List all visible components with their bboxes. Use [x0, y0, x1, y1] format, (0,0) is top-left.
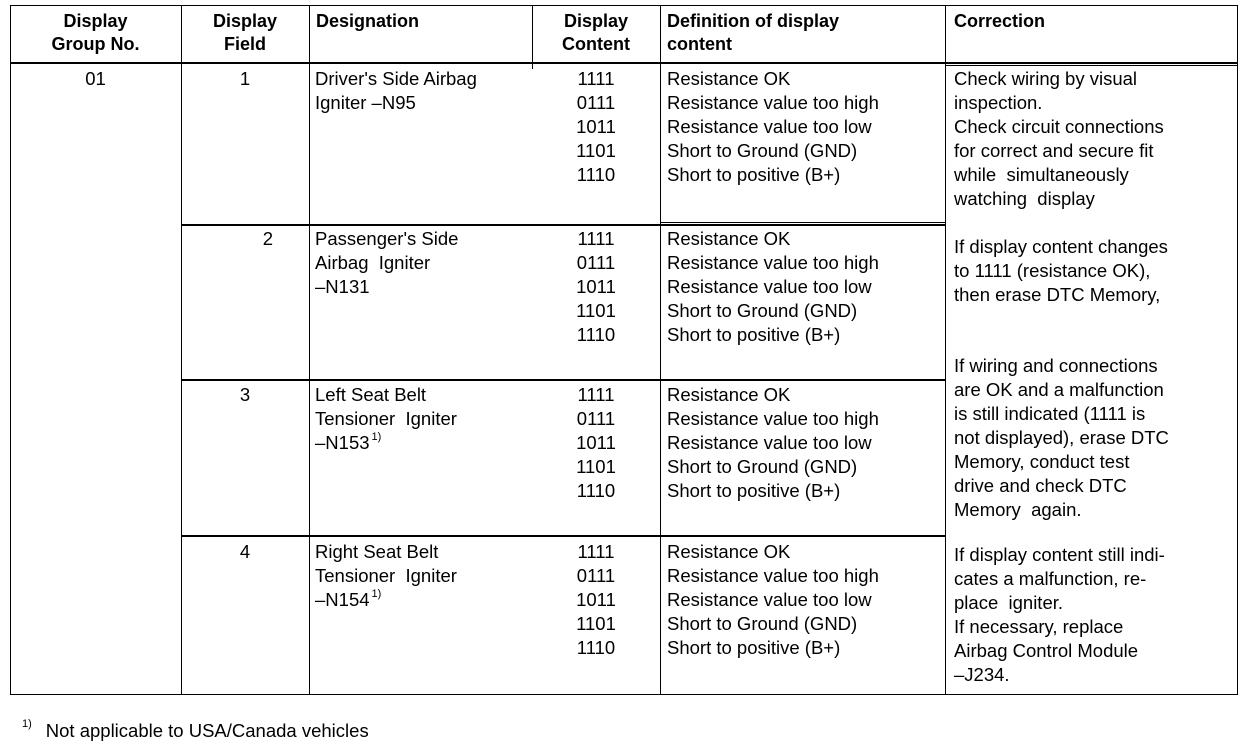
- column-divider: [945, 5, 946, 695]
- display-content-cell: 1111 0111 1011 1101 1110: [576, 228, 616, 345]
- display-content-cell: 1111 0111 1011 1101 1110: [576, 541, 616, 658]
- designation-cell: Passenger's Side Airbag Igniter –N131: [315, 228, 459, 297]
- footnote-text: Not applicable to USA/Canada vehicles: [45, 720, 369, 741]
- correction-paragraph: If wiring and connections are OK and a malfunction is still indicated (1111 is not displayed), erase DTC Memory, conduct test drive and check DTC Memory again.: [954, 355, 1169, 520]
- row-divider: [181, 224, 945, 226]
- display-field-number: 4: [239, 541, 251, 562]
- display-field-number: 1: [239, 68, 251, 89]
- display-field-number: 3: [239, 384, 251, 405]
- header-divider: [10, 62, 1238, 64]
- header-divider: [945, 65, 1238, 66]
- header-display-content: Display Content: [562, 11, 630, 54]
- header-designation: Designation: [316, 11, 420, 31]
- footnote-mark: 1): [22, 718, 32, 730]
- correction-paragraph: If display content changes to 1111 (resistance OK), then erase DTC Memory,: [954, 236, 1168, 305]
- definition-cell: Resistance OK Resistance value too high Resistance value too low Short to Ground (GND) Short to positive (B+): [667, 541, 879, 658]
- designation-cell: Driver's Side Airbag Igniter –N95: [315, 68, 477, 113]
- header-group-no: Display Group No.: [51, 11, 140, 54]
- column-divider: [181, 5, 182, 695]
- correction-paragraph: Check wiring by visual inspection. Check circuit connections for correct and secure fit while simultaneously watching display: [954, 68, 1164, 209]
- footnote-mark: 1): [371, 588, 382, 600]
- row-divider: [181, 535, 945, 537]
- display-content-cell: 1111 0111 1011 1101 1110: [576, 384, 616, 501]
- designation-cell: Left Seat Belt Tensioner Igniter –N153 $^{1)}$: [315, 384, 457, 453]
- footnote: [22, 712, 369, 743]
- header-definition: Definition of display content: [667, 11, 840, 54]
- definition-cell: Resistance OK Resistance value too high Resistance value too low Short to Ground (GND) Short to positive (B+): [667, 68, 879, 185]
- definition-cell: Resistance OK Resistance value too high Resistance value too low Short to Ground (GND) Short to positive (B+): [667, 228, 879, 345]
- display-content-cell: 1111 0111 1011 1101 1110: [576, 68, 616, 185]
- display-field-number: 2: [262, 228, 273, 249]
- column-divider: [660, 5, 661, 695]
- definition-cell: Resistance OK Resistance value too high Resistance value too low Short to Ground (GND) Short to positive (B+): [667, 384, 879, 501]
- header-display-field: Display Field: [212, 11, 278, 54]
- correction-paragraph: If display content still indi- cates a malfunction, re- place igniter. If necessary, replace Airbag Control Module –J234.: [954, 544, 1165, 685]
- header-correction: Correction: [954, 11, 1046, 31]
- designation-cell: Right Seat Belt Tensioner Igniter –N154 $^{1)}$: [315, 541, 457, 610]
- row-divider: [181, 379, 945, 381]
- row-divider: [660, 222, 945, 223]
- column-divider: [309, 5, 310, 695]
- footnote-mark: 1): [371, 431, 382, 443]
- diagnostic-table: [10, 5, 1238, 695]
- group-number: 01: [85, 68, 106, 89]
